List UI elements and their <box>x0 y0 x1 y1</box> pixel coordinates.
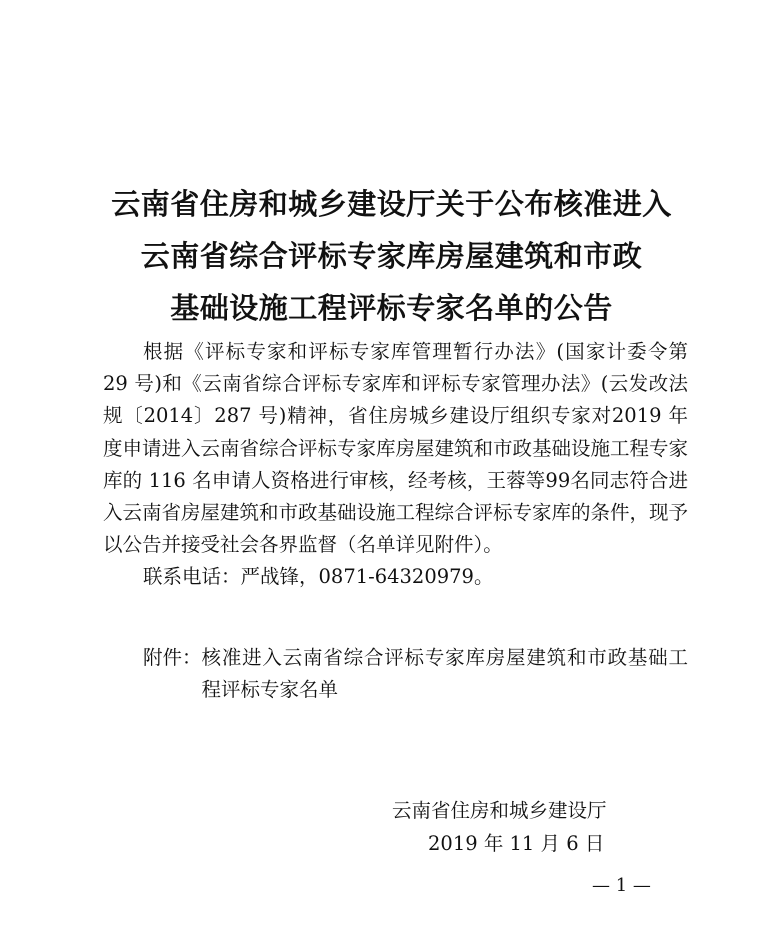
attachment-text: 核准进入云南省综合评标专家库房屋建筑和市政基础工程评标专家名单 <box>201 646 688 702</box>
main-paragraph: 根据《评标专家和评标专家库管理暂行办法》(国家计委令第 29 号)和《云南省综合评标专家库和评标专家管理办法》(云发改法规〔2014〕287 号)精神，省住房城乡建设厅组织专家对2019 年度申请进入云南省综合评标专家库房屋建筑和市政基础设施工程专家库的 116 名申请人资格进行审核，经考核，王蓉等99名同志符合进入云南省房屋建筑和市政基础设施工程综合评标专家库的条件，现予以公告并接受社会各界监督（名单详见附件）。 <box>103 340 689 557</box>
document-body <box>103 336 688 594</box>
signature-block <box>392 794 652 860</box>
page-number: — 1 — <box>592 875 651 896</box>
issue-date: 2019 年 11 月 6 日 <box>428 832 605 855</box>
title-line-1: 云南省住房和城乡建设厅关于公布核准进入 <box>111 187 672 221</box>
issuing-organization: 云南省住房和城乡建设厅 <box>392 799 607 822</box>
attachment-label: 附件： <box>143 646 202 669</box>
title-line-2: 云南省综合评标专家库房屋建筑和市政 <box>140 239 643 273</box>
contact-line: 联系电话：严战锋，0871-64320979。 <box>143 565 494 589</box>
document-title <box>0 178 783 334</box>
title-line-3: 基础设施工程评标专家名单的公告 <box>170 291 613 325</box>
attachment-block <box>143 642 688 706</box>
